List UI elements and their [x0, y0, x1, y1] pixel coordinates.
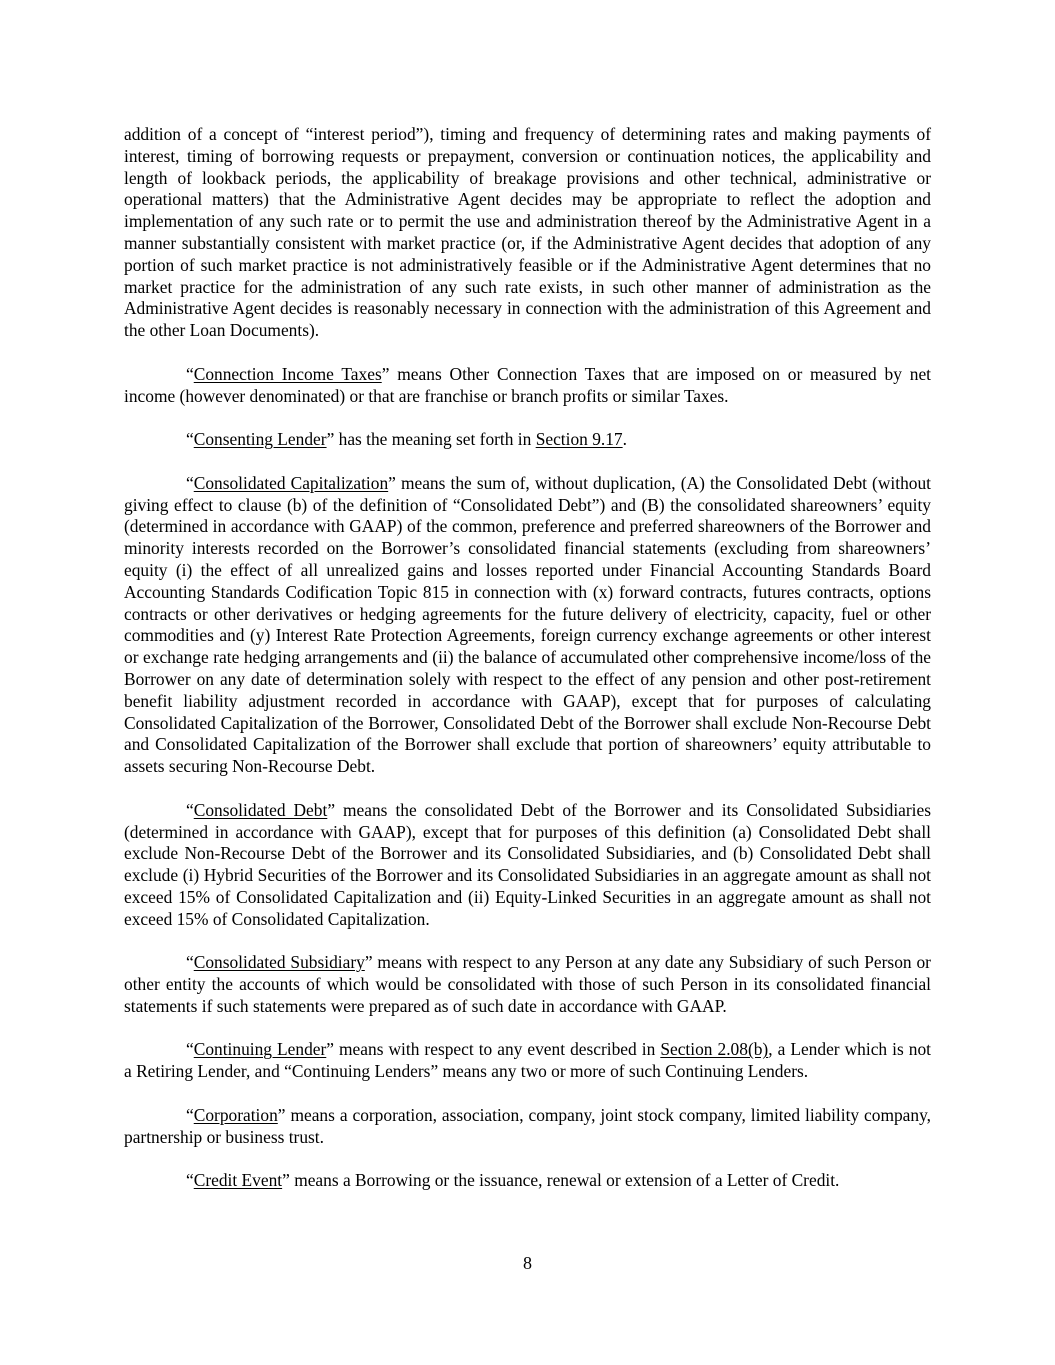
- definition-consolidated-subsidiary: [124, 952, 931, 1017]
- definition-text: ” means the sum of, without duplication, (A) the Consolidated Debt (without giving effect to clause (b) of the definition of “Consolidated Debt”) and (B) the consolidated shareowners’ equity (determined in accordance with GAAP) of the common, preference and preferred shareowners of the Borrower and minority interests recorded on the Borrower’s consolidated financial statements (excluding from shareowners’ equity (i) the effect of all unrealized gains and losses reported under Financial Accounting Standards Board Accounting Standards Codification Topic 815 in connection with (x) forward contracts, futures contracts, options contracts or other derivatives or hedging agreements for the future delivery of electricity, capacity, fuel or other commodities and (y) Interest Rate Protection Agreements, foreign currency exchange agreements or other interest or exchange rate hedging arrangements and (ii) the balance of accumulated other comprehensive income/loss of the Borrower on any date of determination solely with respect to the effect of any pension and other post-retirement benefit liability adjustment recorded in accordance with GAAP), except that for purposes of calculating Consolidated Capitalization of the Borrower, Consolidated Debt of the Borrower shall exclude Non-Recourse Debt and Consolidated Capitalization of the Borrower shall exclude that portion of shareowners’ equity attributable to assets securing Non-Recourse Debt.: [124, 472, 931, 777]
- section-reference: Section 2.08(b): [660, 1039, 769, 1060]
- defined-term: Continuing Lender: [193, 1039, 327, 1060]
- definition-text-end: , a Lender which is not a Retiring Lender, and “Continuing Lenders” means any two or more of such Continuing Lenders.: [124, 1039, 931, 1082]
- definition-text: ” has the meaning set forth in: [326, 429, 536, 450]
- definition-text: ” means with respect to any event described in: [326, 1039, 661, 1060]
- page-number: 8: [523, 1253, 532, 1273]
- defined-term: Consenting Lender: [193, 429, 327, 450]
- defined-term: Consolidated Capitalization: [193, 472, 389, 493]
- defined-term: Consolidated Subsidiary: [193, 952, 365, 973]
- defined-term: Credit Event: [193, 1170, 283, 1191]
- defined-term: Connection Income Taxes: [193, 363, 382, 384]
- document-page: [124, 124, 931, 1192]
- open-quote: “: [186, 363, 194, 384]
- defined-term: Consolidated Debt: [193, 799, 328, 820]
- open-quote: “: [186, 1170, 194, 1191]
- definition-text: means Other Connection Taxes that are imposed on or measured by net income (however denominated) or that are franchise or branch profits or similar Taxes.: [124, 363, 931, 406]
- definition-consenting-lender: [124, 429, 931, 451]
- close-quote: ”: [381, 363, 390, 384]
- open-quote: “: [186, 472, 194, 493]
- open-quote: “: [186, 799, 194, 820]
- open-quote: “: [186, 1104, 194, 1125]
- definition-continuing-lender: [124, 1039, 931, 1083]
- open-quote: “: [186, 952, 194, 973]
- definition-text: ” means a corporation, association, company, joint stock company, limited liability company, partnership or business trust.: [124, 1104, 931, 1147]
- definition-consolidated-capitalization: [124, 473, 931, 778]
- definition-text: ” means with respect to any Person at any date any Subsidiary of such Person or other entity the accounts of which would be consolidated with those of such Person in its consolidated financial statements if such statements were prepared as of such date in accordance with GAAP.: [124, 952, 931, 1016]
- open-quote: “: [186, 1039, 194, 1060]
- definition-corporation: [124, 1105, 931, 1149]
- defined-term: Corporation: [193, 1104, 278, 1125]
- definition-credit-event: [124, 1170, 931, 1192]
- continuation-paragraph: addition of a concept of “interest period”), timing and frequency of determining rates and making payments of interest, timing of borrowing requests or prepayment, conversion or continuation notices, the applicability and length of lookback periods, the applicability of breakage provisions and other technical, administrative or operational matters) that the Administrative Agent decides may be appropriate to reflect the adoption and implementation of any such rate or to permit the use and administration thereof by the Administrative Agent in a manner substantially consistent with market practice (or, if the Administrative Agent decides that adoption of any portion of such market practice is not administratively feasible or if the Administrative Agent determines that no market practice for the administration of any such rate exists, in such other manner of administration as the Administrative Agent decides is reasonably necessary in connection with the administration of this Agreement and the other Loan Documents).: [124, 124, 931, 341]
- definition-connection-income-taxes: [124, 364, 931, 408]
- section-reference: Section 9.17: [535, 429, 623, 450]
- definition-text: ” means the consolidated Debt of the Borrower and its Consolidated Subsidiaries (determined in accordance with GAAP), except that for purposes of this definition (a) Consolidated Debt shall exclude Non-Recourse Debt of the Borrower and its Consolidated Subsidiaries, and (b) Consolidated Debt shall exclude (i) Hybrid Securities of the Borrower and its Consolidated Subsidiaries in an aggregate amount as shall not exceed 15% of Consolidated Capitalization and (ii) Equity-Linked Securities in an aggregate amount as shall not exceed 15% of Consolidated Capitalization.: [124, 799, 931, 929]
- open-quote: “: [186, 429, 194, 450]
- definition-text: ” means a Borrowing or the issuance, renewal or extension of a Letter of Credit.: [282, 1170, 840, 1191]
- definition-text-end: .: [622, 429, 627, 450]
- definition-consolidated-debt: [124, 800, 931, 931]
